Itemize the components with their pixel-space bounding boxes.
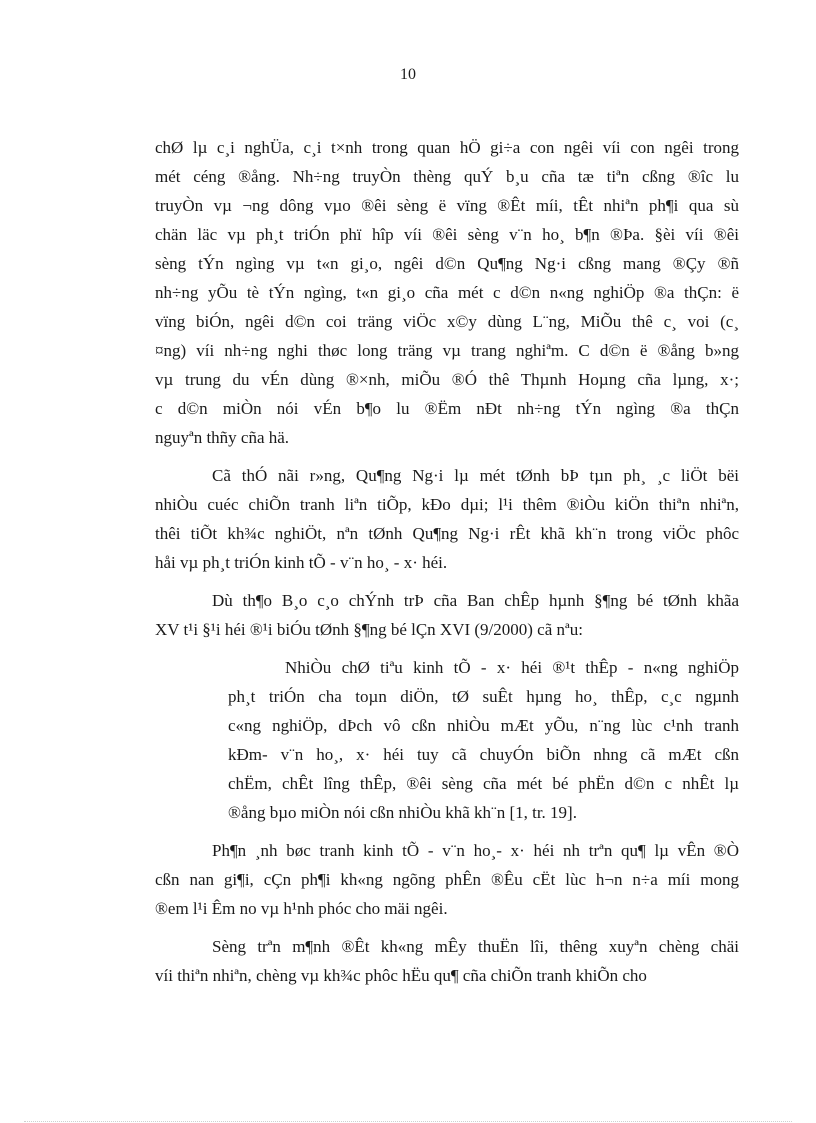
block-quote: [228, 653, 739, 827]
body-paragraph: [155, 836, 739, 923]
text-line: víi thiªn nhiªn, chèng vµ kh¾c phôc hËu qu¶ cña chiÕn tranh khiÕn cho: [155, 966, 647, 985]
text-line: Cã thÓ nãi r»ng, Qu¶ng Ng·i lµ mét tØnh bÞ tµn ph¸ ¸c liÖt bëi: [212, 466, 739, 485]
text-line: c«ng nghiÖp, dÞch vô cßn nhiÒu mÆt yÕu, n¨ng lùc c¹nh tranh: [228, 716, 739, 735]
document-body: [155, 133, 739, 999]
page-number: 10: [400, 66, 416, 83]
text-line: cßn nan gi¶i, cÇn ph¶i kh«ng ngõng phÊn ®Êu cËt lùc h¬n n÷a míi mong: [155, 870, 739, 889]
text-line: nh÷ng yÕu tè tÝn ngìng, t«n gi¸o cña mét c d©n n«ng nghiÖp ®a thÇn: ë: [155, 283, 739, 302]
text-line: chËm, chÊt lîng thÊp, ®êi sèng cña mét bé phËn d©n c nhÊt lµ: [228, 774, 739, 793]
text-line: ®em l¹i Êm no vµ h¹nh phóc cho mäi ngêi.: [155, 899, 448, 918]
text-line: Dù th¶o B¸o c¸o chÝnh trÞ cña Ban chÊp hµnh §¶ng bé tØnh khãa: [212, 591, 739, 610]
text-line: håi vµ ph¸t triÓn kinh tÕ - v¨n ho¸ - x· héi.: [155, 553, 448, 572]
body-paragraph: [155, 586, 739, 644]
body-paragraph: [155, 133, 739, 452]
text-line: truyÒn vµ ¬ng dông vµo ®êi sèng ë vïng ®Êt míi, tÊt nhiªn ph¶i qua sù: [155, 196, 739, 215]
text-line: vµ trung du vÉn dùng ®×nh, miÕu ®Ó thê Thµnh Hoµng cña lµng, x·;: [155, 370, 739, 389]
text-line: chØ lµ c¸i nghÜa, c¸i t×nh trong quan hÖ gi÷a con ngêi víi con ngêi trong: [155, 138, 739, 157]
text-line: kÐm- v¨n ho¸, x· héi tuy cã chuyÓn biÕn nhng cã mÆt cßn: [228, 745, 739, 764]
text-line: Sèng trªn m¶nh ®Êt kh«ng mÊy thuËn lîi, thêng xuyªn chèng chäi: [212, 937, 739, 956]
body-paragraph: [155, 932, 739, 990]
text-line: ®ång bµo miÒn nói cßn nhiÒu khã kh¨n [1, tr. 19].: [228, 803, 577, 822]
text-line: sèng tÝn ngìng vµ t«n gi¸o, ngêi d©n Qu¶ng Ng·i cßng mang ®Çy ®ñ: [155, 254, 739, 273]
text-line: chän läc vµ ph¸t triÓn phï hîp víi ®êi sèng v¨n ho¸ b¶n ®Þa. §èi víi ®êi: [155, 225, 739, 244]
page-bottom-rule: [24, 1121, 792, 1122]
text-line: nguyªn thñy cña hä.: [155, 428, 290, 447]
text-line: ¤ng) víi nh÷ng nghi thøc long träng vµ trang nghiªm. C d©n ë ®ång b»ng: [155, 341, 739, 360]
text-line: thêi tiÕt kh¾c nghiÖt, nªn tØnh Qu¶ng Ng·i rÊt khã kh¨n trong viÖc phôc: [155, 524, 739, 543]
text-line: nhiÒu cuéc chiÕn tranh liªn tiÕp, kÐo dµi; l¹i thêm ®iÒu kiÖn thiªn nhiªn,: [155, 495, 739, 514]
text-line: ph¸t triÓn cha toµn diÖn, tØ suÊt hµng ho¸ thÊp, c¸c ngµnh: [228, 687, 739, 706]
text-line: NhiÒu chØ tiªu kinh tÕ - x· héi ®¹t thÊp - n«ng nghiÖp: [285, 658, 739, 677]
text-line: XV t¹i §¹i héi ®¹i biÓu tØnh §¶ng bé lÇn XVI (9/2000) cã nªu:: [155, 620, 583, 639]
text-line: c d©n miÒn nói vÉn b¶o lu ®Ëm nÐt nh÷ng tÝn ngìng ®a thÇn: [155, 399, 739, 418]
text-line: Ph¶n ¸nh bøc tranh kinh tÕ - v¨n ho¸- x· héi nh trªn qu¶ lµ vÊn ®Ò: [212, 841, 739, 860]
text-line: mét céng ®ång. Nh÷ng truyÒn thèng quÝ b¸u cña tæ tiªn cßng ®îc lu: [155, 167, 739, 186]
text-line: vïng biÓn, ngêi d©n coi träng viÖc x©y dùng L¨ng, MiÕu thê c¸ voi (c¸: [155, 312, 739, 331]
body-paragraph: [155, 461, 739, 577]
